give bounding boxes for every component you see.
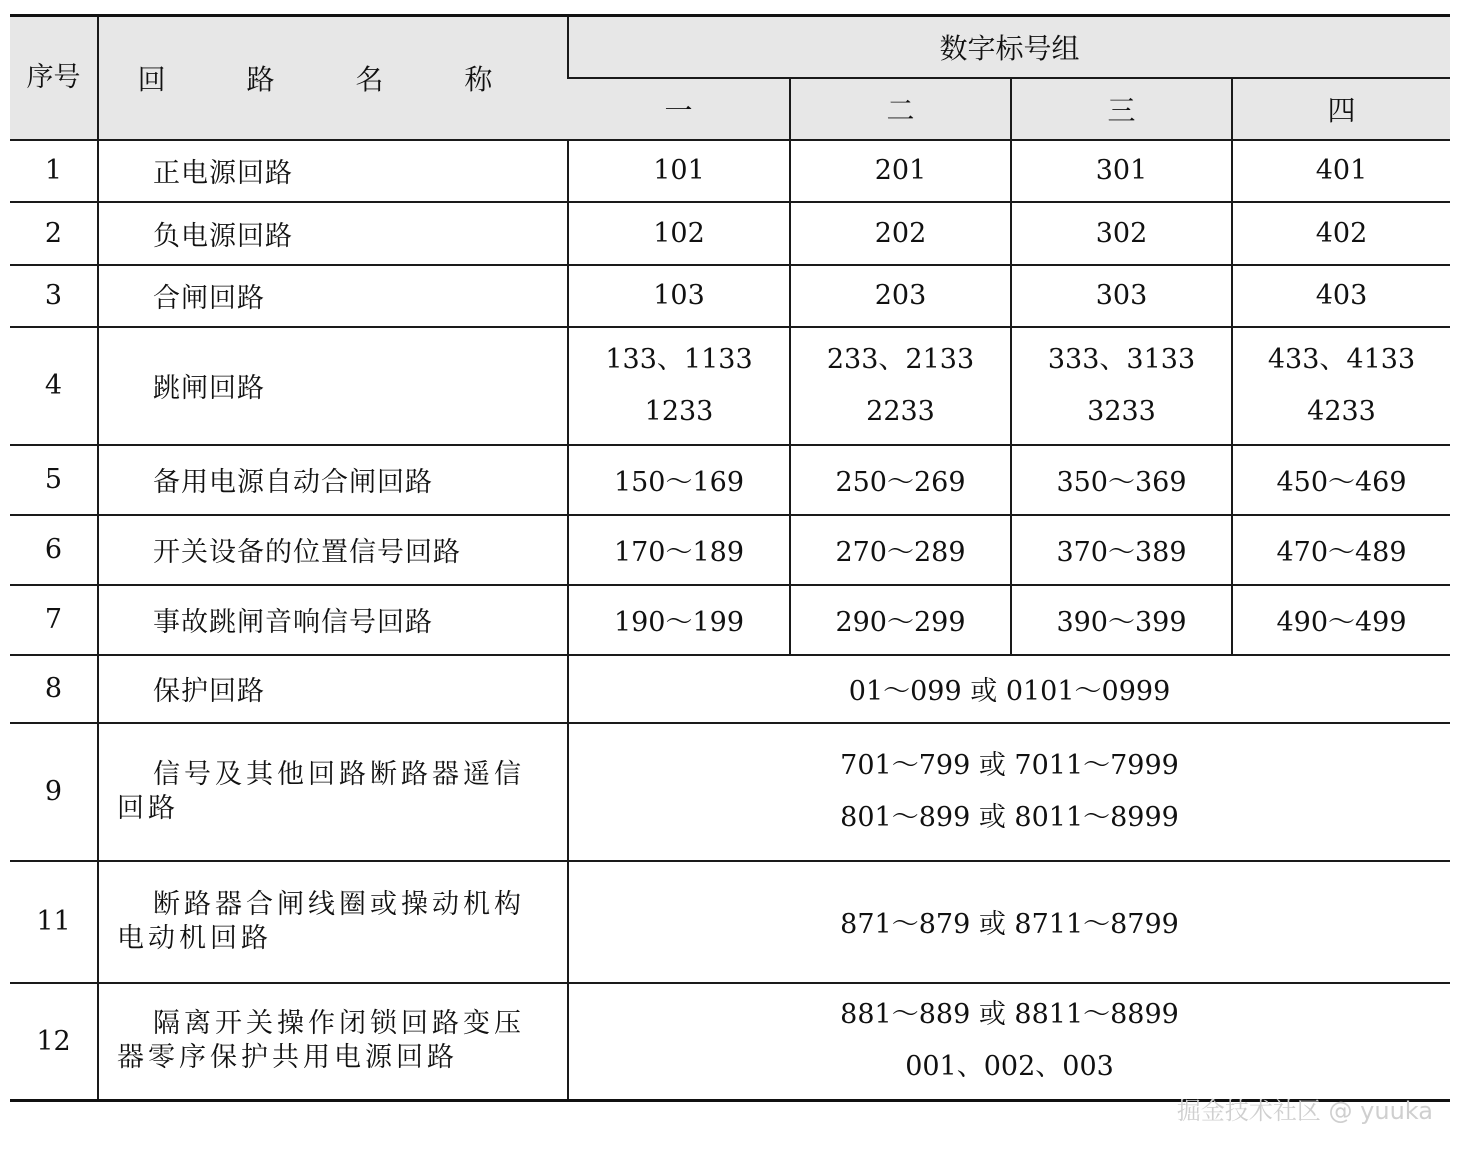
- row-merged-value: [568, 655, 1450, 723]
- row-value: 302: [1011, 202, 1232, 265]
- row-name: 正电源回路: [98, 140, 568, 202]
- value-line: 881～889 或 8811～8899: [840, 999, 1179, 1031]
- watermark: 掘金技术社区 @ yuuka: [1176, 1097, 1433, 1125]
- value-line: 701～799 或 7011～7999: [840, 749, 1179, 781]
- row-value: 102: [568, 202, 790, 265]
- table-row: [10, 983, 1450, 1101]
- value-line: 133、1133: [605, 343, 753, 375]
- value-line: 4233: [1307, 395, 1376, 427]
- table-row: [10, 655, 1450, 723]
- table-row: [10, 515, 1450, 585]
- row-value: 101: [568, 140, 790, 202]
- table-row: [10, 585, 1450, 655]
- header-name: 回 路 名 称: [98, 16, 568, 140]
- row-name: 跳闸回路: [98, 327, 568, 445]
- row-name: 事故跳闸音响信号回路: [98, 585, 568, 655]
- header-group-3: 三: [1011, 78, 1232, 140]
- row-value: 201: [790, 140, 1011, 202]
- value-line: 433、4133: [1267, 343, 1416, 375]
- row-seq: 9: [10, 723, 98, 861]
- row-value: 370～389: [1011, 515, 1232, 585]
- table-row: [10, 327, 1450, 445]
- row-merged-value: [568, 723, 1450, 861]
- row-name: 信号及其他回路断路器遥信回路: [98, 723, 568, 861]
- row-value: 403: [1232, 265, 1450, 327]
- circuit-number-table: [10, 14, 1450, 1102]
- row-name: 备用电源自动合闸回路: [98, 445, 568, 515]
- value-line: 233、2133: [826, 343, 975, 375]
- row-seq: 11: [10, 861, 98, 983]
- row-value: 390～399: [1011, 585, 1232, 655]
- header-seq: 序号: [10, 16, 98, 140]
- header-group-1: 一: [568, 78, 790, 140]
- value-line: 1233: [644, 395, 714, 427]
- row-value: 350～369: [1011, 445, 1232, 515]
- row-name: 隔离开关操作闭锁回路变压器零序保护共用电源回路: [98, 983, 568, 1101]
- row-value: 470～489: [1232, 515, 1450, 585]
- row-value: [1011, 327, 1232, 445]
- row-value: 301: [1011, 140, 1232, 202]
- row-merged-value: [568, 861, 1450, 983]
- row-name: 断路器合闸线圈或操动机构电动机回路: [98, 861, 568, 983]
- value-line: 3233: [1087, 395, 1156, 427]
- row-value: 250～269: [790, 445, 1011, 515]
- row-name: 开关设备的位置信号回路: [98, 515, 568, 585]
- row-value: 270～289: [790, 515, 1011, 585]
- table-row: [10, 445, 1450, 515]
- row-seq: 6: [10, 515, 98, 585]
- row-seq: 8: [10, 655, 98, 723]
- row-seq: 5: [10, 445, 98, 515]
- row-value: 402: [1232, 202, 1450, 265]
- row-value: 150～169: [568, 445, 790, 515]
- row-value: 202: [790, 202, 1011, 265]
- row-value: 290～299: [790, 585, 1011, 655]
- row-value: 190～199: [568, 585, 790, 655]
- row-value: [790, 327, 1011, 445]
- row-seq: 12: [10, 983, 98, 1101]
- value-line: 001、002、003: [905, 1051, 1114, 1083]
- header-group-2: 二: [790, 78, 1011, 140]
- value-line: 01～099 或 0101～0999: [848, 676, 1171, 707]
- table-row: [10, 265, 1450, 327]
- table-row: [10, 202, 1450, 265]
- table-row: [10, 861, 1450, 983]
- row-value: [568, 327, 790, 445]
- header-group-4: 四: [1232, 78, 1450, 140]
- row-name: 负电源回路: [98, 202, 568, 265]
- row-value: 450～469: [1232, 445, 1450, 515]
- row-value: 401: [1232, 140, 1450, 202]
- row-value: 303: [1011, 265, 1232, 327]
- row-value: 170～189: [568, 515, 790, 585]
- value-line: 801～899 或 8011～8999: [840, 801, 1179, 833]
- row-value: 490～499: [1232, 585, 1450, 655]
- row-name: 保护回路: [98, 655, 568, 723]
- header-group-title: 数字标号组: [568, 16, 1450, 78]
- row-name: 合闸回路: [98, 265, 568, 327]
- row-seq: 3: [10, 265, 98, 327]
- row-value: [1232, 327, 1450, 445]
- value-line: 333、3133: [1047, 343, 1196, 375]
- row-value: 203: [790, 265, 1011, 327]
- row-value: 103: [568, 265, 790, 327]
- row-merged-value: [568, 983, 1450, 1101]
- row-seq: 7: [10, 585, 98, 655]
- row-seq: 4: [10, 327, 98, 445]
- value-line: 871～879 或 8711～8799: [840, 909, 1179, 940]
- row-seq: 2: [10, 202, 98, 265]
- row-seq: 1: [10, 140, 98, 202]
- value-line: 2233: [866, 395, 935, 427]
- table-row: [10, 723, 1450, 861]
- table-row: [10, 140, 1450, 202]
